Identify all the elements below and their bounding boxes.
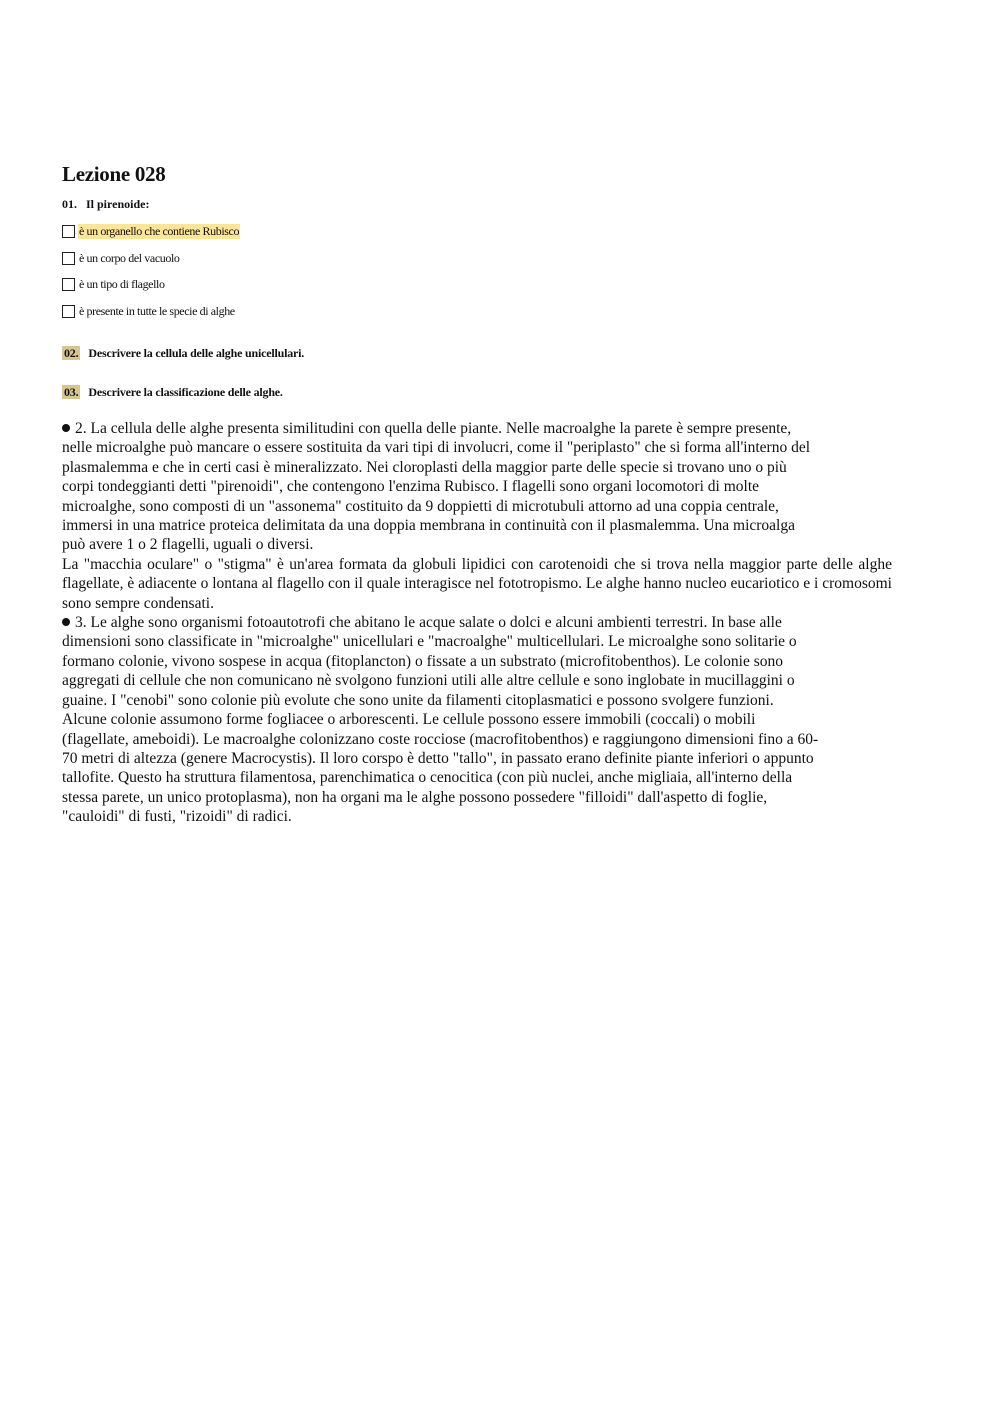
answer-option-4-text: è presente in tutte le specie di alghe [79,303,235,318]
question-1-number: 01. [62,197,77,211]
answer-2-line-3: plasmalemma e che in certi casi è mineralizzato. Nei cloroplasti della maggior parte delle specie si trovano uno o più [62,458,787,476]
answer-3-line-11: "cauloidi" di fusti, "rizoidi" di radici. [62,808,292,826]
answer-3-line-6: Alcune colonie assumono forme fogliacee o arborescenti. Le cellule possono essere immobili (coccali) o mobili [62,711,756,729]
answer-option-3-text: è un tipo di flagello [79,276,165,291]
question-1 [62,197,149,212]
answer-2-line-1: 2. La cellula delle alghe presenta similitudini con quella delle piante. Nelle macroalghe la parete è sempre presente, [75,420,792,437]
answer-2 [62,419,892,555]
answer-2-continuation: La "macchia oculare" o "stigma" è un'area formata da globuli lipidici con carotenoidi che si trova nella maggior parte delle alghe flagellate, è adiacente o lontana al flagello con il quale interagisce nel fototropismo. Le alghe hanno nucleo eucariotico e i cromosomi sono sempre condensati. [62,555,892,612]
answer-2-line-4: corpi tondeggianti detti "pirenoidi", che contengono l'enzima Rubisco. I flagelli sono organi locomotori di molte [62,478,760,496]
answer-option-4[interactable] [62,303,236,319]
question-2 [62,346,304,361]
answer-2-line-5: microalghe, sono composti di un "assonema" costituito da 9 doppietti di microtubuli attorno ad una coppia centrale, [62,497,779,515]
question-1-text: Il pirenoide: [86,197,150,211]
question-3-number: 03. [64,385,79,399]
answer-3-line-5: guaine. I "cenobi" sono colonie più evolute che sono unite da filamenti citoplasmatici e possono svolgere funzioni. [62,691,774,709]
answer-2-line-2: nelle microalghe può mancare o essere sostituita da vari tipi di involucri, come il "periplasto" che si forma all'interno del [62,439,811,457]
answer-3 [62,613,892,826]
answer-option-1[interactable] [62,223,240,239]
checkbox-icon[interactable] [62,305,75,318]
question-2-text: Descrivere la cellula delle alghe unicellulari. [88,346,305,360]
question-3-text: Descrivere la classificazione delle alghe. [88,385,283,399]
answer-3-line-8: 70 metri di altezza (genere Macrocystis). Il loro corspo è detto "tallo", in passato erano definite piante inferiori o appunto [62,749,814,767]
answer-2-line-6: immersi in una matrice proteica delimitata da una doppia membrana in continuità con il plasmalemma. Una microalga [62,517,795,535]
answer-2-line-7: può avere 1 o 2 flagelli, uguali o diversi. [62,536,314,554]
answer-3-line-9: tallofite. Questo ha struttura filamentosa, parenchimatica o cenocitica (con più nuclei, anche migliaia, all'interno della [62,769,793,787]
question-3 [62,385,283,400]
answer-option-2[interactable] [62,250,181,266]
bullet-icon [62,424,70,432]
answer-3-line-7: (flagellate, ameboidi). Le macroalghe colonizzano coste rocciose (macrofitobenthos) e raggiungono dimensioni fino a 60- [62,730,819,748]
lesson-title: Lezione 028 [62,162,166,186]
answer-option-1-text: è un organello che contiene Rubisco [79,223,240,238]
answer-option-2-text: è un corpo del vacuolo [79,250,180,265]
question-2-number: 02. [64,346,79,360]
checkbox-icon[interactable] [62,252,75,265]
bullet-icon [62,618,70,626]
answer-option-3[interactable] [62,276,166,292]
answer-3-line-10: stessa parete, un unico protoplasma), non ha organi ma le alghe possono possedere "filloidi" dall'aspetto di foglie, [62,788,768,806]
answer-3-line-2: dimensioni sono classificate in "microalghe" unicellulari e "macroalghe" multicellulari. Le microalghe sono solitarie o [62,633,797,651]
checkbox-icon[interactable] [62,225,75,238]
answers-section [62,419,892,827]
answer-3-line-4: aggregati di cellule che non comunicano nè svolgono funzioni utili alle altre cellule e sono inglobate in mucillaggini o [62,672,795,690]
answer-3-line-1: 3. Le alghe sono organismi fotoautotrofi che abitano le acque salate o dolci e alcuni ambienti terrestri. In base alle [75,614,782,632]
checkbox-icon[interactable] [62,278,75,291]
answer-3-line-3: formano colonie, vivono sospese in acqua (fitoplancton) o fissate a un substrato (microfitobenthos). Le colonie sono [62,652,783,670]
